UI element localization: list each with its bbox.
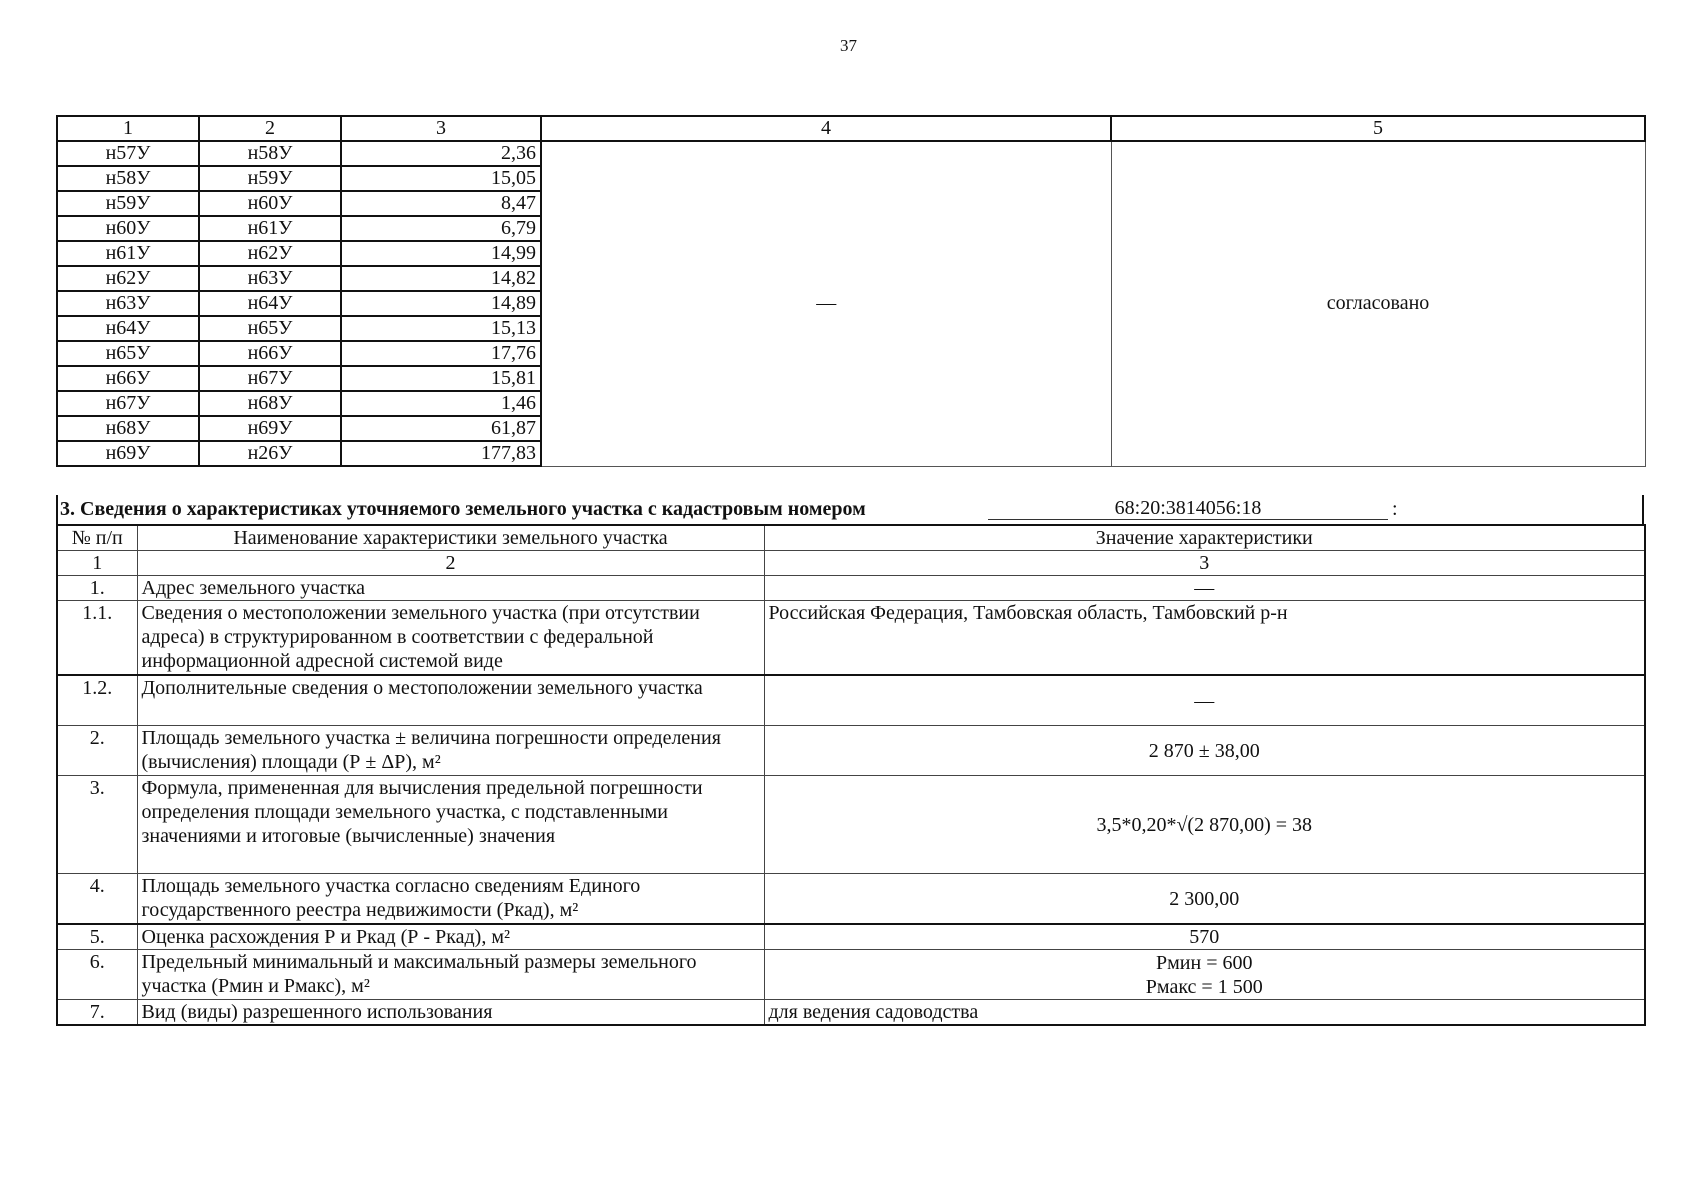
segments-table [56, 115, 1646, 467]
segment-to: н59У [199, 166, 341, 191]
segment-to: н66У [199, 341, 341, 366]
segment-length: 14,99 [341, 241, 541, 266]
characteristic-value: — [764, 576, 1645, 601]
segment-to: н60У [199, 191, 341, 216]
table-row [57, 141, 1645, 166]
segment-length: 61,87 [341, 416, 541, 441]
characteristic-value: — [764, 675, 1645, 726]
cadastral-colon: : [1392, 498, 1398, 520]
segment-length: 1,46 [341, 391, 541, 416]
column-number-1: 1 [57, 551, 137, 576]
characteristics-header-row [57, 525, 1645, 551]
table-row [57, 1000, 1645, 1026]
segment-from: н63У [57, 291, 199, 316]
characteristic-name: Предельный минимальный и максимальный размеры земельного участка (Рмин и Рмакс), м² [137, 950, 764, 1000]
segment-to: н26У [199, 441, 341, 466]
header-number: № п/п [57, 525, 137, 551]
row-number: 2. [57, 726, 137, 776]
segments-col5-value: согласовано [1111, 141, 1645, 466]
characteristic-value: для ведения садоводства [764, 1000, 1645, 1026]
table-row [57, 675, 1645, 726]
segment-length: 14,82 [341, 266, 541, 291]
header-value: Значение характеристики [764, 525, 1645, 551]
segment-to: н58У [199, 141, 341, 166]
characteristic-value: 3,5*0,20*√(2 870,00) = 38 [764, 776, 1645, 874]
segment-length: 177,83 [341, 441, 541, 466]
segment-to: н61У [199, 216, 341, 241]
segment-from: н57У [57, 141, 199, 166]
table-row [57, 726, 1645, 776]
column-number-3: 3 [764, 551, 1645, 576]
characteristic-name: Адрес земельного участка [137, 576, 764, 601]
segment-length: 8,47 [341, 191, 541, 216]
table-row [57, 576, 1645, 601]
segment-from: н68У [57, 416, 199, 441]
segments-header-3: 3 [341, 116, 541, 141]
table-row [57, 950, 1645, 1000]
segments-header-row [57, 116, 1645, 141]
row-number: 1.1. [57, 601, 137, 676]
segment-to: н68У [199, 391, 341, 416]
segment-to: н69У [199, 416, 341, 441]
value-line-max: Рмакс = 1 500 [1145, 975, 1263, 998]
characteristic-name: Дополнительные сведения о местоположении земельного участка [137, 675, 764, 726]
characteristic-value: 570 [764, 924, 1645, 950]
segment-from: н62У [57, 266, 199, 291]
cadastral-number: 68:20:3814056:18 [988, 495, 1388, 520]
segment-length: 17,76 [341, 341, 541, 366]
segments-header-5: 5 [1111, 116, 1645, 141]
characteristic-name: Площадь земельного участка согласно сведениям Единого государственного реестра недвижимости (Ркад), м² [137, 874, 764, 925]
column-number-2: 2 [137, 551, 764, 576]
segment-length: 14,89 [341, 291, 541, 316]
segment-from: н65У [57, 341, 199, 366]
table-row [57, 924, 1645, 950]
segment-from: н64У [57, 316, 199, 341]
characteristic-value: Российская Федерация, Тамбовская область, Тамбовский р-н [764, 601, 1645, 676]
characteristic-value [764, 950, 1645, 1000]
segment-to: н64У [199, 291, 341, 316]
row-number: 5. [57, 924, 137, 950]
table-row [57, 776, 1645, 874]
section-3-heading [56, 495, 1644, 526]
segment-from: н58У [57, 166, 199, 191]
row-number: 3. [57, 776, 137, 874]
value-line-min: Рмин = 600 [1156, 951, 1253, 974]
segment-from: н67У [57, 391, 199, 416]
header-name: Наименование характеристики земельного участка [137, 525, 764, 551]
page-number: 37 [840, 36, 857, 55]
segment-to: н62У [199, 241, 341, 266]
segments-header-1: 1 [57, 116, 199, 141]
row-number: 7. [57, 1000, 137, 1026]
characteristics-table [56, 524, 1646, 1026]
row-number: 1.2. [57, 675, 137, 726]
section-3-title: 3. Сведения о характеристиках уточняемого земельного участка с кадастровым номером [60, 498, 866, 520]
table-row [57, 601, 1645, 676]
characteristic-name: Оценка расхождения Р и Ркад (Р - Ркад), м² [137, 924, 764, 950]
row-number: 6. [57, 950, 137, 1000]
segment-from: н60У [57, 216, 199, 241]
segment-length: 6,79 [341, 216, 541, 241]
segment-to: н67У [199, 366, 341, 391]
segment-length: 15,05 [341, 166, 541, 191]
table-row [57, 874, 1645, 925]
characteristic-value: 2 870 ± 38,00 [764, 726, 1645, 776]
segment-length: 15,81 [341, 366, 541, 391]
characteristic-name: Формула, примененная для вычисления предельной погрешности определения площади земельного участка, с подставленными значениями и итоговые (вычисленные) значения [137, 776, 764, 874]
row-number: 4. [57, 874, 137, 925]
segment-from: н66У [57, 366, 199, 391]
segments-header-4: 4 [541, 116, 1111, 141]
column-numbers-row [57, 551, 1645, 576]
segment-from: н61У [57, 241, 199, 266]
characteristic-name: Площадь земельного участка ± величина погрешности определения (вычисления) площади (Р ± ΔР), м² [137, 726, 764, 776]
segments-header-2: 2 [199, 116, 341, 141]
segment-from: н69У [57, 441, 199, 466]
segment-length: 15,13 [341, 316, 541, 341]
characteristic-name: Сведения о местоположении земельного участка (при отсутствии адреса) в структурированном в соответствии с федеральной информационной адресной системой виде [137, 601, 764, 676]
segment-to: н65У [199, 316, 341, 341]
segment-to: н63У [199, 266, 341, 291]
characteristic-name: Вид (виды) разрешенного использования [137, 1000, 764, 1026]
characteristic-value: 2 300,00 [764, 874, 1645, 925]
segment-from: н59У [57, 191, 199, 216]
segments-col4-value: — [541, 141, 1111, 466]
row-number: 1. [57, 576, 137, 601]
segment-length: 2,36 [341, 141, 541, 166]
